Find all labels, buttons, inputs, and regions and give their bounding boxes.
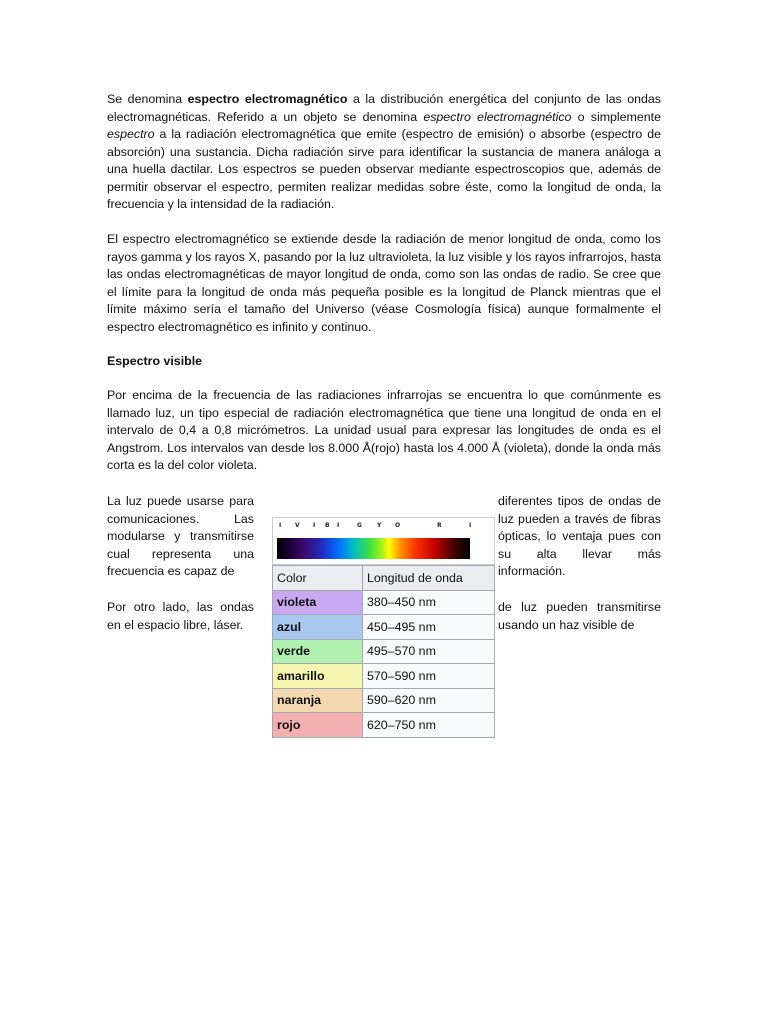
spectrum-band-label: V xyxy=(295,522,300,529)
spectrum-range-paragraph: El espectro electromagnético se extiende desde la radiación de menor longitud de onda, como los rayos gamma y los rayos X, pasando por la luz ultravioleta, la luz visible y los rayos infrarrojos, hasta las ondas electromagnéticas de mayor longitud de onda, como son las ondas de radio. Se cree que el límite para la longitud de onda más pequeña posible es la longitud de Planck mientras que el límite máximo sería el tamaño del Universo (véase Cosmología física) aunque formalmente el espectro electromagnético es infinito y continuo. xyxy=(107,232,661,334)
color-name-cell: azul xyxy=(273,615,363,640)
italic-term: espectro xyxy=(107,127,155,141)
table-row xyxy=(273,688,495,713)
color-wavelength-table xyxy=(272,565,495,738)
text-run: o simplemente xyxy=(571,109,661,124)
intro-paragraph xyxy=(107,91,661,214)
visible-light-paragraph: Por encima de la frecuencia de las radiaciones infrarrojas se encuentra lo que comúnmente es llamado luz, un tipo especial de radiación electromagnética que tiene una longitud de onda en el intervalo de 0,4 a 0,8 micrómetros. La unidad usual para expresar las longitudes de onda es el Angstrom. Los intervalos van desde los 8.000 Å(rojo) hasta los 4.000 Å (violeta), donde la onda más corta es la del color violeta. xyxy=(107,388,661,472)
spectrum-band-label: G xyxy=(357,522,362,529)
header-wavelength: Longitud de onda xyxy=(363,566,495,591)
color-name-cell: rojo xyxy=(273,713,363,738)
header-color: Color xyxy=(273,566,363,591)
right-column-paragraph-1: diferentes tipos de ondas de luz pueden a través de fibras ópticas, lo ventaja pues con su alta llevar más información. xyxy=(498,494,661,578)
color-name-cell: verde xyxy=(273,639,363,664)
left-column-paragraph-1: La luz puede usarse para comunicaciones. Las modularse y transmitirse cual representa una frecuencia es capaz de xyxy=(107,494,254,578)
left-column-paragraph-2: Por otro lado, las ondas en el espacio libre, láser. xyxy=(107,600,254,632)
table-row xyxy=(273,590,495,615)
color-name-cell: amarillo xyxy=(273,664,363,689)
right-column-paragraph-2: de luz pueden transmitirse usando un haz visible de xyxy=(498,600,661,632)
spectrum-band-label: R xyxy=(437,522,442,529)
color-name-cell: naranja xyxy=(273,688,363,713)
spectrum-band-label: I xyxy=(279,522,282,529)
table-row xyxy=(273,615,495,640)
spectrum-band-label: I xyxy=(337,522,340,529)
text-run: a la distribución energética del conjunto de las ondas electromagnéticas. Referido a un objeto se denomina xyxy=(107,92,661,124)
wavelength-range-cell: 590–620 nm xyxy=(363,688,495,713)
spectrum-image xyxy=(272,517,495,565)
spectrum-band-label: Y xyxy=(377,522,382,529)
spectrum-band-label: I xyxy=(469,522,472,529)
wavelength-range-cell: 450–495 nm xyxy=(363,615,495,640)
wavelength-range-cell: 495–570 nm xyxy=(363,639,495,664)
spectrum-band-label: I xyxy=(313,522,316,529)
table-row xyxy=(273,664,495,689)
table-row xyxy=(273,713,495,738)
spectrum-gradient-bar xyxy=(277,538,470,559)
wavelength-range-cell: 620–750 nm xyxy=(363,713,495,738)
wavelength-range-cell: 570–590 nm xyxy=(363,664,495,689)
color-name-cell: violeta xyxy=(273,590,363,615)
visible-spectrum-figure xyxy=(272,517,495,738)
italic-term: espectro electromagnético xyxy=(423,109,572,124)
wavelength-range-cell: 380–450 nm xyxy=(363,590,495,615)
table-header-row xyxy=(273,566,495,591)
spectrum-band-label: B xyxy=(325,522,330,529)
bold-term: espectro electromagnético xyxy=(187,92,348,106)
spectrum-band-labels xyxy=(277,522,473,532)
text-run: a la radiación electromagnética que emite (espectro de emisión) o absorbe (espectro de absorción) una sustancia. Dicha radiación sirve para identificar la sustancia de manera análoga a una huella dactilar. Los espectros se pueden observar mediante espectroscopios que, además de permitir observar el espectro, permiten realizar medidas sobre éste, como la longitud de onda, la frecuencia y la intensidad de la radiación. xyxy=(107,127,661,211)
text-run: Se denomina xyxy=(107,92,188,106)
table-row xyxy=(273,639,495,664)
section-heading: Espectro visible xyxy=(107,354,203,368)
spectrum-band-label: O xyxy=(395,522,401,529)
